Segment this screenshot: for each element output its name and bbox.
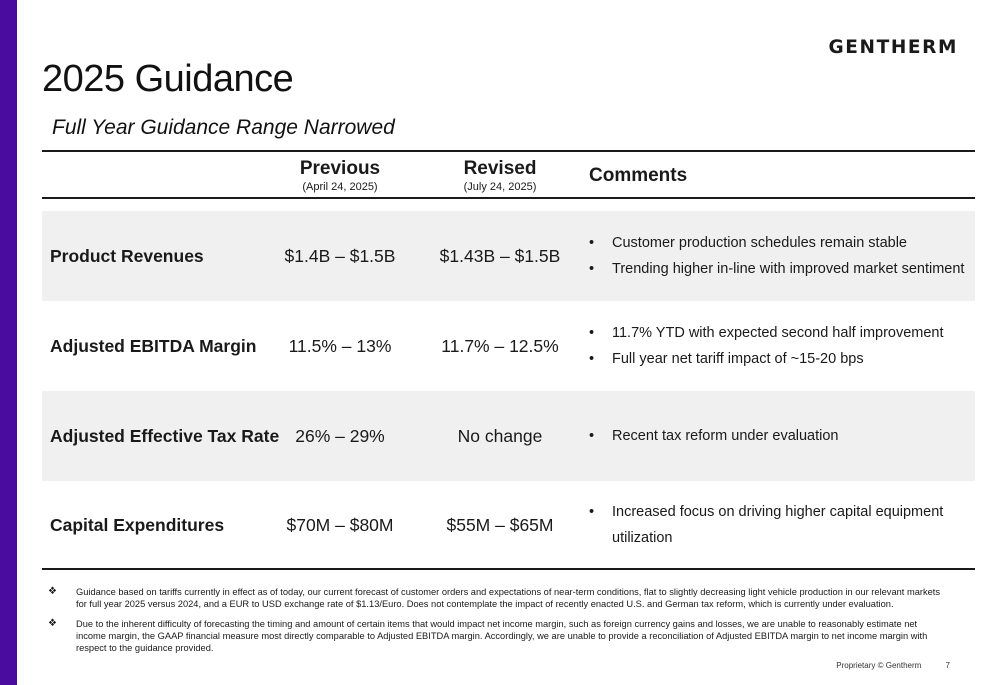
row-label: Product Revenues — [50, 246, 204, 266]
table-row — [42, 480, 975, 570]
column-header-revised — [430, 159, 570, 193]
column-header-revised-date: (July 24, 2025) — [463, 181, 537, 193]
table-row — [42, 211, 975, 301]
footnotes — [48, 586, 948, 662]
table-bottom-rule — [42, 568, 975, 570]
revised-value: 11.7% – 12.5% — [441, 336, 559, 356]
comments-list — [589, 480, 975, 570]
comments-list — [589, 301, 944, 391]
slide-footer — [814, 661, 950, 670]
side-accent-bar — [0, 0, 17, 685]
comment-item: • Customer production schedules remain stable — [589, 230, 964, 256]
revised-value: $55M – $65M — [446, 515, 554, 535]
row-label: Adjusted Effective Tax Rate — [50, 426, 280, 446]
comments-list — [589, 391, 839, 481]
column-header-previous-label: Previous — [299, 158, 381, 179]
revised-value: No change — [457, 426, 543, 446]
footnote — [48, 618, 948, 654]
footnote-text: Guidance based on tariffs currently in effect as of today, our current forecast of customer orders and expectations of near-term conditions, flat to slightly decreasing light vehicle production in our relevant markets for full year 2025 versus 2024, and a EUR to USD exchange rate of $1.13/Euro. Does not contemplate the impact of recently enacted U.S. and German tax reform, which is currently under evaluation. — [76, 587, 941, 609]
column-header-previous — [270, 159, 410, 193]
gentherm-logo: GENTHERM — [828, 37, 958, 58]
table-row — [42, 391, 975, 481]
diamond-bullet-icon: ❖ — [48, 586, 57, 597]
table-top-rule — [42, 150, 975, 152]
comment-item: • Recent tax reform under evaluation — [589, 423, 839, 449]
footnote — [48, 586, 948, 610]
revised-value: $1.43B – $1.5B — [439, 246, 561, 266]
previous-value: 26% – 29% — [295, 426, 385, 446]
diamond-bullet-icon: ❖ — [48, 618, 57, 629]
page-number: 7 — [945, 661, 950, 670]
column-header-revised-label: Revised — [463, 158, 537, 179]
page-subtitle: Full Year Guidance Range Narrowed — [52, 116, 395, 139]
comment-item: • 11.7% YTD with expected second half improvement — [589, 320, 944, 346]
previous-value: $70M – $80M — [286, 515, 394, 535]
table-row — [42, 301, 975, 391]
page-title: 2025 Guidance — [42, 58, 294, 100]
column-header-previous-date: (April 24, 2025) — [302, 181, 378, 193]
row-label: Adjusted EBITDA Margin — [50, 336, 257, 356]
previous-value: 11.5% – 13% — [288, 336, 392, 356]
row-label: Capital Expenditures — [50, 515, 225, 535]
column-header-comments: Comments — [589, 165, 688, 186]
comments-list — [589, 211, 964, 301]
table-header-rule — [42, 197, 975, 199]
comment-item: • Increased focus on driving higher capital equipment utilization — [589, 499, 975, 551]
comment-item: • Full year net tariff impact of ~15-20 bps — [589, 346, 944, 372]
comment-item: • Trending higher in-line with improved market sentiment — [589, 256, 964, 282]
proprietary-notice: Proprietary © Gentherm — [836, 661, 922, 670]
footnote-text: Due to the inherent difficulty of forecasting the timing and amount of certain items that would impact net income margin, such as foreign currency gains and losses, we are unable to reasonably estimate net income margin, the GAAP financial measure most directly comparable to Adjusted EBITDA margin. Accordingly, we are unable to provide a reconciliation of Adjusted EBITDA margin to net income margin with respect to the guidance provided. — [76, 619, 928, 653]
previous-value: $1.4B – $1.5B — [284, 246, 396, 266]
